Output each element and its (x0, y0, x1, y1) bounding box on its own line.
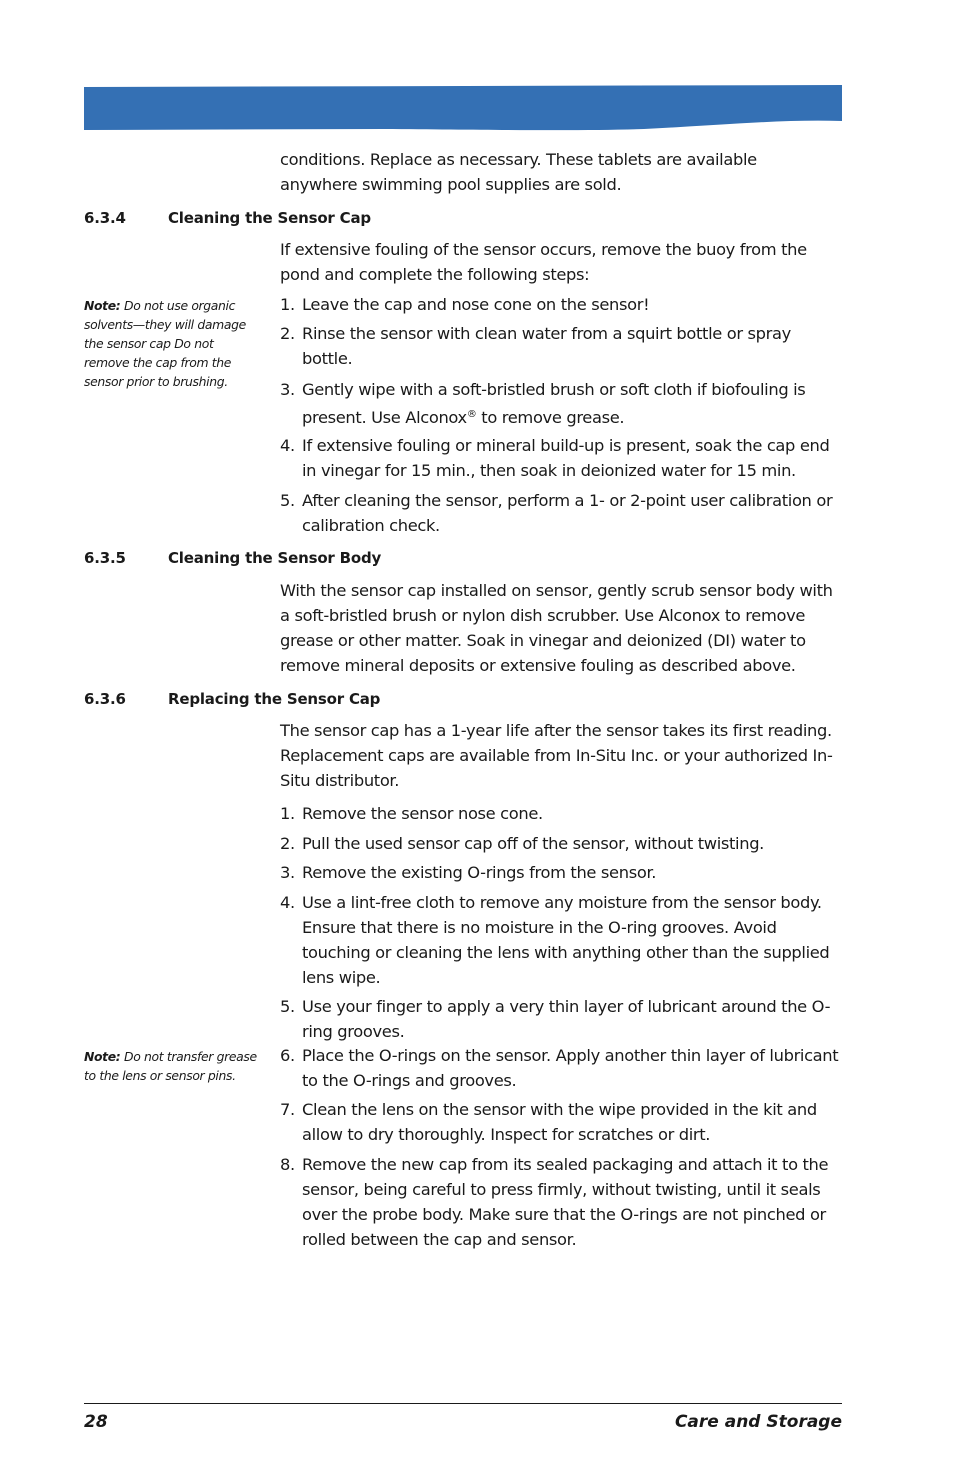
footer-section-title: Care and Storage (674, 1412, 842, 1432)
side-note (84, 296, 259, 391)
step-number: 8. (280, 1155, 295, 1174)
section-title: Replacing the Sensor Cap (168, 690, 381, 708)
section-heading-6-3-5 (84, 549, 381, 567)
section-number: 6.3.5 (84, 549, 126, 567)
list-item (280, 488, 844, 538)
list-item (280, 831, 844, 856)
step-number: 6. (280, 1046, 295, 1065)
step-number: 4. (280, 893, 295, 912)
list-item (280, 801, 844, 826)
note-text: Do not transfer grease to the lens or sensor pins. (84, 1049, 257, 1083)
step-text: Use your finger to apply a very thin layer of lubricant around the O-ring grooves. (302, 997, 831, 1041)
note-label: Note: (84, 298, 121, 313)
footer-divider (84, 1403, 842, 1404)
step-text: Rinse the sensor with clean water from a squirt bottle or spray bottle. (302, 324, 791, 368)
step-number: 3. (280, 863, 295, 882)
section-number: 6.3.4 (84, 209, 126, 227)
step-number: 7. (280, 1100, 295, 1119)
step-number: 2. (280, 834, 295, 853)
step-number: 4. (280, 436, 295, 455)
step-number: 1. (280, 295, 295, 314)
step-number: 1. (280, 804, 295, 823)
step-number: 2. (280, 324, 295, 343)
list-item (280, 860, 844, 885)
side-note (84, 1047, 259, 1085)
list-item (280, 994, 844, 1044)
section-intro-paragraph: If extensive fouling of the sensor occurs, remove the buoy from the pond and complete the following steps: (280, 240, 807, 284)
header-banner (84, 85, 842, 131)
section-title: Cleaning the Sensor Cap (168, 209, 371, 227)
step-text-end: to remove grease. (476, 408, 625, 427)
list-item (280, 376, 844, 432)
page-number: 28 (84, 1412, 108, 1432)
step-text: After cleaning the sensor, perform a 1- or 2-point user calibration or calibration check. (302, 491, 833, 535)
step-text: Use a lint-free cloth to remove any moisture from the sensor body. Ensure that there is no moisture in the O-ring grooves. Avoid touching or cleaning the lens with anything other than the supplied lens wipe. (302, 893, 830, 987)
list-item (280, 321, 844, 371)
section-heading-6-3-4 (84, 209, 371, 227)
step-number: 5. (280, 491, 295, 510)
section-title: Cleaning the Sensor Body (168, 549, 382, 567)
step-text: Leave the cap and nose cone on the sensor! (302, 295, 650, 314)
section-number: 6.3.6 (84, 690, 126, 708)
step-number: 3. (280, 380, 295, 399)
section-paragraph: With the sensor cap installed on sensor, gently scrub sensor body with a soft-bristled brush or nylon dish scrubber. Use Alconox to remove grease or other matter. Soak in vinegar and deionized (DI) water to remove mineral deposits or extensive fouling as described above. (280, 581, 833, 675)
registered-mark: ® (466, 409, 477, 420)
step-text: If extensive fouling or mineral build-up is present, soak the cap end in vinegar for 15 min., then soak in deionized water for 15 min. (302, 436, 830, 480)
list-item (280, 1152, 844, 1252)
intro-line-1: conditions. Replace as necessary. These tablets are available (280, 150, 757, 169)
section-heading-6-3-6 (84, 690, 380, 708)
banner-shape (84, 85, 842, 130)
note-label: Note: (84, 1049, 121, 1064)
step-text: Clean the lens on the sensor with the wipe provided in the kit and allow to dry thoroughly. Inspect for scratches or dirt. (302, 1100, 817, 1144)
list-item (280, 890, 844, 990)
step-text: Remove the sensor nose cone. (302, 804, 543, 823)
section-paragraph: The sensor cap has a 1-year life after the sensor takes its first reading. Replacement caps are available from In-Situ Inc. or your authorized In-Situ distributor. (280, 721, 833, 790)
step-text: Remove the existing O-rings from the sensor. (302, 863, 657, 882)
step-text: Pull the used sensor cap off of the sensor, without twisting. (302, 834, 765, 853)
list-item (280, 1043, 844, 1093)
list-item (280, 433, 844, 483)
step-text: Place the O-rings on the sensor. Apply another thin layer of lubricant to the O-rings and grooves. (302, 1046, 839, 1090)
list-item (280, 292, 844, 317)
intro-line-2: anywhere swimming pool supplies are sold. (280, 175, 622, 194)
step-number: 5. (280, 997, 295, 1016)
step-text: Remove the new cap from its sealed packaging and attach it to the sensor, being careful to press firmly, without twisting, until it seals over the probe body. Make sure that the O-rings are not pinched or rolled between the cap and sensor. (302, 1155, 829, 1249)
note-text: Do not use organic solvents—they will damage the sensor cap Do not remove the cap from the sensor prior to brushing. (84, 298, 246, 389)
list-item (280, 1097, 844, 1147)
step-text: Gently wipe with a soft-bristled brush or soft cloth if biofouling is present. Use Alconox (302, 380, 806, 427)
